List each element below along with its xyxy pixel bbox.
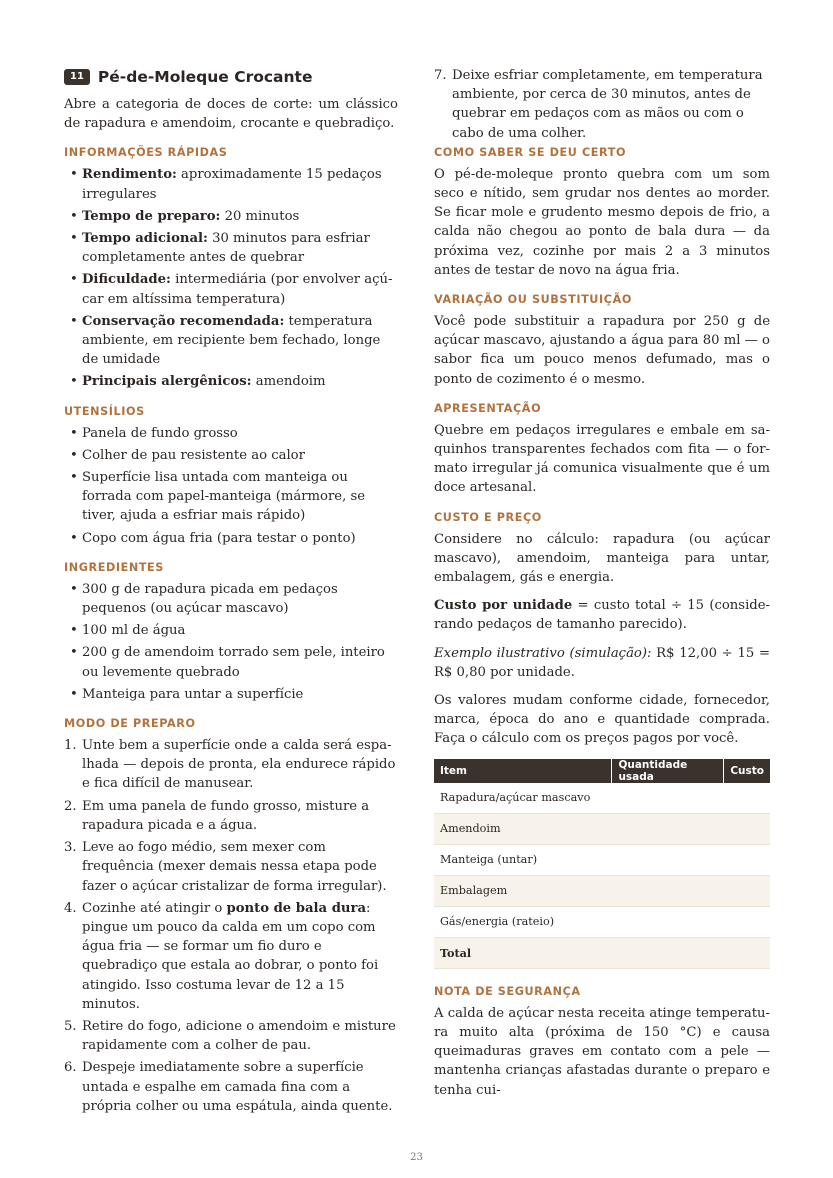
quick-info-value: aproximadamente 15 pedaços irregulares bbox=[82, 167, 382, 202]
cost-table-row bbox=[434, 844, 770, 875]
step-text: Deixe esfriar completamente, em temperatura ambiente, por cerca de 30 minutos, antes de quebrar em pedaços com as mãos ou com o cabo de uma colher. bbox=[452, 68, 763, 141]
step-text-after: : pingue um pouco da calda em um copo com água fria — se formar um fio duro e quebradiço que estala ao dobrar, o ponto foi atingido. Isso costuma levar de 12 a 15 minutos. bbox=[82, 900, 379, 1012]
cost-cell-item: Total bbox=[434, 937, 612, 968]
quick-info-value: intermediária (por envolver açúcar em altíssima temperatura) bbox=[82, 272, 393, 307]
ingredient-item: • 300 g de rapadura picada em pedaços pequenos (ou açúcar mascavo) bbox=[64, 580, 398, 618]
cost-cell-cost bbox=[724, 813, 770, 844]
method-step bbox=[64, 899, 398, 1014]
step-text-before: Cozinhe até atingir o bbox=[82, 900, 227, 916]
utensil-item: • Copo com água fria (para testar o ponto) bbox=[64, 529, 398, 548]
quick-info-label: Tempo adicional: bbox=[82, 231, 208, 247]
cost-cell-cost bbox=[724, 783, 770, 814]
cost-cell-item: Rapadura/açúcar mascavo bbox=[434, 783, 612, 814]
step-number: 6. bbox=[64, 1060, 77, 1076]
quick-info-heading: INFORMAÇÕES RÁPIDAS bbox=[64, 146, 228, 160]
left-column bbox=[64, 66, 398, 1119]
safety-heading: NOTA DE SEGURANÇA bbox=[434, 984, 581, 998]
cost-table bbox=[434, 759, 770, 969]
recipe-title-row bbox=[64, 68, 398, 86]
cost-header-cost: Custo bbox=[724, 759, 770, 783]
cost-table-header bbox=[434, 759, 770, 783]
ingredients-heading: INGREDIENTES bbox=[64, 560, 164, 574]
cost-cell-cost bbox=[724, 875, 770, 906]
check-text: O pé-de-moleque pronto quebra com um som seco e nítido, sem grudar nos dentes ao morder. Se ficar mole e grudento mesmo depois de frio, a calda não chegou ao ponto de bala dura — da próxima vez, cozinhe por mais 2 a 3 minutos antes de testar de novo na água fria. bbox=[434, 166, 770, 278]
page-number: 23 bbox=[410, 1152, 423, 1163]
step-number: 4. bbox=[64, 900, 77, 916]
utensil-item: • Panela de fundo grosso bbox=[64, 424, 398, 443]
cost-unit-formula bbox=[434, 596, 770, 634]
cost-intro: Considere no cálculo: rapadura (ou açúcar mascavo), amendoim, manteiga para untar, embalagem, gás e energia. bbox=[434, 531, 770, 586]
ingredient-item: • 200 g de amendoim torrado sem pele, inteiro ou levemente quebrado bbox=[64, 643, 398, 681]
method-step bbox=[64, 1017, 398, 1055]
quick-info-value: 20 minutos bbox=[220, 208, 300, 224]
step-text: Despeje imediatamente sobre a superfície untada e espalhe em camada fina com a própria colher ou uma espátula, ainda quente. bbox=[82, 1060, 393, 1114]
utensil-item: • Superfície lisa untada com manteiga ou forrada com papel-manteiga (mármore, se tiver, ajuda a esfriar mais rápido) bbox=[64, 468, 398, 526]
step-number: 2. bbox=[64, 798, 77, 814]
step-text: Retire do fogo, adicione o amendoim e misture rapidamente com a colher de pau. bbox=[82, 1018, 396, 1054]
cost-header-quantity: Quantidade usada bbox=[612, 759, 724, 783]
cost-cell-quantity bbox=[612, 813, 724, 844]
step-number: 1. bbox=[64, 738, 77, 754]
quick-info-item bbox=[64, 165, 398, 203]
quick-info-label: Conservação recomendada: bbox=[82, 313, 285, 329]
cost-table-row bbox=[434, 875, 770, 906]
variation-heading: VARIAÇÃO OU SUBSTITUIÇÃO bbox=[434, 293, 632, 307]
utensils-heading: UTENSÍLIOS bbox=[64, 404, 145, 418]
cost-cell-quantity bbox=[612, 783, 724, 814]
check-heading: COMO SABER SE DEU CERTO bbox=[434, 145, 627, 159]
quick-info-item bbox=[64, 207, 398, 226]
utensils-list bbox=[64, 424, 398, 548]
quick-info-label: Tempo de preparo: bbox=[82, 208, 221, 224]
cost-example-text: R$ 12,00 ÷ 15 = R$ 0,80 por unidade. bbox=[434, 645, 770, 680]
cost-cell-quantity bbox=[612, 906, 724, 937]
cost-table-row bbox=[434, 813, 770, 844]
quick-info-item bbox=[64, 372, 398, 391]
cost-header-item: Item bbox=[434, 759, 612, 783]
method-step bbox=[64, 797, 398, 835]
cost-cell-cost bbox=[724, 937, 770, 968]
cost-cell-quantity bbox=[612, 937, 724, 968]
quick-info-label: Dificuldade: bbox=[82, 272, 171, 288]
step-text: Leve ao fogo médio, sem mexer com frequência (mexer demais nessa etapa pode fazer o açúcar cristalizar de forma irregular). bbox=[82, 840, 387, 894]
ingredient-item: • 100 ml de água bbox=[64, 621, 398, 640]
safety-text: A calda de açúcar nesta receita atinge temperatura muito alta (próxima de 150 °C) e causa queimaduras graves em contato com a pele — mantenha crianças afastadas durante o preparo e tenha cui- bbox=[434, 1005, 770, 1098]
quick-info-list bbox=[64, 165, 398, 391]
quick-info-value: temperatura ambiente, em recipiente bem fechado, longe de umidade bbox=[82, 313, 381, 368]
step-text: Unte bem a superfície onde a calda será espalhada — depois de pronta, ela endurece rápido e fica difícil de manusear. bbox=[82, 738, 396, 792]
method-step bbox=[434, 66, 770, 143]
cost-unit-label: Custo por unidade bbox=[434, 598, 573, 614]
utensil-item: • Colher de pau resistente ao calor bbox=[64, 446, 398, 465]
cost-cell-item: Gás/energia (rateio) bbox=[434, 906, 612, 937]
cost-cell-item: Amendoim bbox=[434, 813, 612, 844]
ingredients-list bbox=[64, 580, 398, 704]
step-number: 5. bbox=[64, 1018, 77, 1034]
cost-cell-item: Manteiga (untar) bbox=[434, 844, 612, 875]
ingredient-item: • Manteiga para untar a superfície bbox=[64, 685, 398, 704]
step-text-bold: ponto de bala dura bbox=[226, 900, 366, 916]
method-step bbox=[64, 1058, 398, 1116]
quick-info-label: Rendimento: bbox=[82, 167, 177, 183]
recipe-number-badge: 11 bbox=[64, 69, 90, 85]
recipe-intro: Abre a categoria de doces de corte: um clássico de rapadura e amendoim, crocante e quebradiço. bbox=[64, 97, 398, 132]
cost-example bbox=[434, 644, 770, 682]
variation-text: Você pode substituir a rapadura por 250 g de açúcar mascavo, ajustando a água para 80 ml — o sabor fica um pouco menos defumado, mas o ponto de cozimento é o mesmo. bbox=[434, 314, 770, 387]
quick-info-item bbox=[64, 270, 398, 308]
quick-info-value: amendoim bbox=[251, 374, 326, 390]
presentation-heading: APRESENTAÇÃO bbox=[434, 401, 542, 415]
cost-heading: CUSTO E PREÇO bbox=[434, 510, 542, 524]
method-step bbox=[64, 838, 398, 896]
cost-cell-quantity bbox=[612, 875, 724, 906]
method-steps bbox=[64, 736, 398, 1116]
quick-info-value: 30 minutos para esfriar completamente antes de quebrar bbox=[82, 231, 370, 266]
method-heading: MODO DE PREPARO bbox=[64, 717, 196, 731]
step-number: 3. bbox=[64, 840, 77, 856]
method-steps-continued bbox=[434, 66, 770, 143]
quick-info-item bbox=[64, 312, 398, 370]
cost-note: Os valores mudam conforme cidade, fornecedor, marca, época do ano e quantidade comprada. Faça o cálculo com os preços pagos por você. bbox=[434, 693, 770, 747]
cost-unit-text: = custo total ÷ 15 (considerando pedaços de tamanho parecido). bbox=[434, 598, 770, 633]
cost-table-total-row bbox=[434, 937, 770, 968]
cost-table-row bbox=[434, 906, 770, 937]
cost-cell-quantity bbox=[612, 844, 724, 875]
cost-table-row bbox=[434, 783, 770, 814]
cost-cell-cost bbox=[724, 906, 770, 937]
recipe-title: Pé-de-Moleque Crocante bbox=[97, 68, 313, 86]
right-column bbox=[434, 66, 770, 1100]
method-step bbox=[64, 736, 398, 794]
step-text: Em uma panela de fundo grosso, misture a rapadura picada e a água. bbox=[82, 798, 370, 833]
cost-cell-cost bbox=[724, 844, 770, 875]
step-number: 7. bbox=[434, 68, 447, 83]
quick-info-label: Principais alergênicos: bbox=[82, 374, 252, 390]
quick-info-item bbox=[64, 229, 398, 267]
presentation-text: Quebre em pedaços irregulares e embale em saquinhos transparentes fechados com fita — o formato irregular já comunica visualmente que é um doce artesanal. bbox=[434, 422, 770, 496]
cost-cell-item: Embalagem bbox=[434, 875, 612, 906]
cost-example-label: Exemplo ilustrativo (simulação): bbox=[434, 645, 652, 661]
